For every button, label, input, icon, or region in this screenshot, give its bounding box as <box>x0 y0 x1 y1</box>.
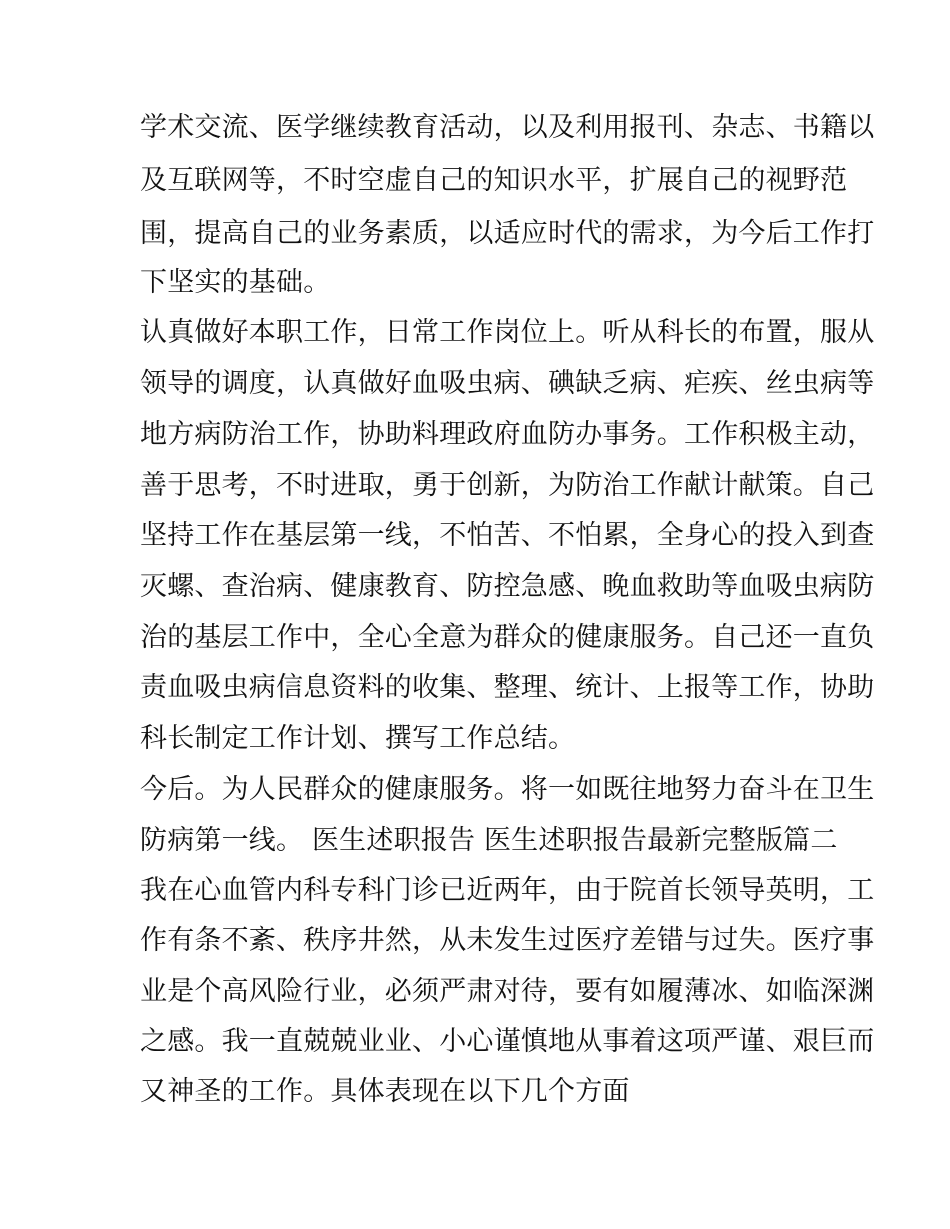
text-line: 学术交流、医学继续教育活动，以及利用报刊、杂志、书籍以 <box>140 112 875 143</box>
text-line: 责血吸虫病信息资料的收集、整理、统计、上报等工作，协助 <box>140 672 875 703</box>
text-line: 下坚实的基础。 <box>140 267 331 298</box>
text-line: 科长制定工作计划、撰写工作总结。 <box>140 723 576 754</box>
text-line: 又神圣的工作。具体表现在以下几个方面 <box>140 1076 630 1107</box>
text-line: 今后。为人民群众的健康服务。将一如既往地努力奋斗在卫生 <box>140 774 875 805</box>
text-line: 领导的调度，认真做好血吸虫病、碘缺乏病、疟疾、丝虫病等 <box>140 368 875 399</box>
text-line: 地方病防治工作，协助料理政府血防办事务。工作积极主动， <box>140 419 875 450</box>
text-line: 防病第一线。 医生述职报告 医生述职报告最新完整版篇二 <box>140 825 838 856</box>
text-line: 灭螺、查治病、健康教育、防控急感、晚血救助等血吸虫病防 <box>140 571 875 602</box>
text-line: 围，提高自己的业务素质，以适应时代的需求，为今后工作打 <box>140 218 875 249</box>
text-line: 坚持工作在基层第一线，不怕苦、不怕累，全身心的投入到查 <box>140 520 875 551</box>
text-line: 我在心血管内科专科门诊已近两年，由于院首长领导英明，工 <box>140 875 875 906</box>
text-line: 业是个高风险行业，必须严肃对待，要有如履薄冰、如临深渊 <box>140 976 875 1007</box>
text-line: 及互联网等，不时空虚自己的知识水平，扩展自己的视野范 <box>140 165 848 196</box>
text-line: 之感。我一直兢兢业业、小心谨慎地从事着这项严谨、艰巨而 <box>140 1026 875 1057</box>
text-line: 治的基层工作中，全心全意为群众的健康服务。自己还一直负 <box>140 622 875 653</box>
text-line: 作有条不紊、秩序井然，从未发生过医疗差错与过失。医疗事 <box>140 925 875 956</box>
text-line: 认真做好本职工作，日常工作岗位上。听从科长的布置，服从 <box>140 317 875 348</box>
text-line: 善于思考，不时进取，勇于创新，为防治工作献计献策。自己 <box>140 470 875 501</box>
